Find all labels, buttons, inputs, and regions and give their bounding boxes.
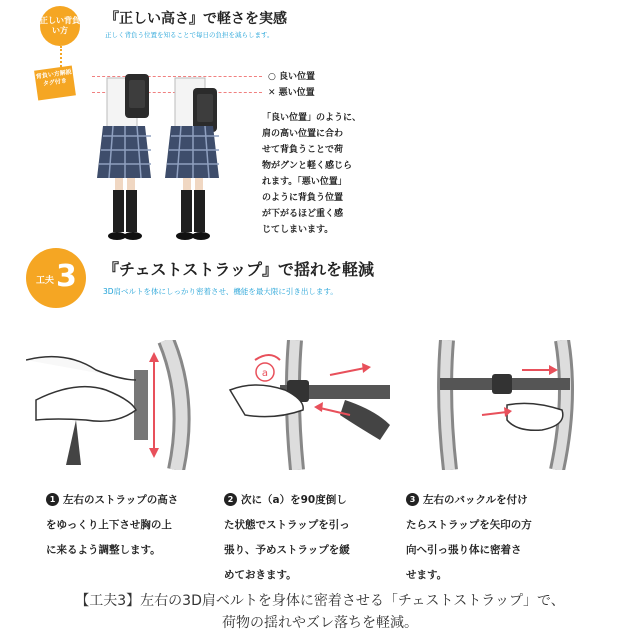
student-bad-position <box>165 78 219 240</box>
explanation-line: 物がグンと軽く感じら <box>262 161 353 171</box>
section3-title: 『チェストストラップ』で揺れを軽減 <box>103 260 375 279</box>
explanation-line: じてしまいます。 <box>262 225 334 235</box>
explanation-line: 肩の高い位置に合わ <box>262 129 344 139</box>
step2-illustration <box>225 340 408 470</box>
step-line: 左右のバックルを付け <box>423 494 528 506</box>
step-line: 次に（a）を90度倒し <box>241 494 347 506</box>
explanation-line: が下がるほど重く感 <box>262 209 344 219</box>
caption-line: 荷物の揺れやズレ落ちを軽減。 <box>222 615 418 631</box>
student-good-position <box>97 74 151 240</box>
students-illustration <box>95 70 255 248</box>
position-explanation <box>262 110 370 238</box>
step1-illustration <box>26 340 209 470</box>
step-line: をゆっくり上下させ胸の上 <box>46 519 172 531</box>
step-number: 3 <box>406 493 419 506</box>
step-line: た状態でストラップを引っ <box>224 519 350 531</box>
section3-subtitle: 3D肩ベルトを体にしっかり密着させ、機能を最大限に引き出します。 <box>103 287 338 296</box>
explanation-line: のように背負う位置 <box>262 193 344 203</box>
explanation-line: れます。「悪い位置」 <box>262 177 347 187</box>
feature-badge-label: 工夫 <box>36 276 55 286</box>
step-line: めておきます。 <box>224 569 297 581</box>
step-line: 左右のストラップの高さ <box>63 494 179 506</box>
section1-subtitle: 正しく背負う位置を知ることで毎日の負担を減らします。 <box>105 31 274 39</box>
step-number: 2 <box>224 493 237 506</box>
caption-line: 【工夫3】左右の3D肩ベルトを身体に密着させる「チェストストラップ」で、 <box>75 593 565 609</box>
tag-sticky-note <box>34 66 76 101</box>
explanation-line: せて背負うことで荷 <box>262 145 344 155</box>
feature3-badge <box>26 248 86 308</box>
step3-text <box>406 488 586 588</box>
sticky-label: 背負い方解説タグ付き <box>35 68 73 88</box>
step-line: 張り、予めストラップを緩 <box>224 544 350 556</box>
step-line: 向へ引っ張り体に密着さ <box>406 544 522 556</box>
step-line: せます。 <box>406 569 448 581</box>
correct-wearing-badge <box>40 6 80 46</box>
badge-label: 正しい背負い方 <box>40 16 80 35</box>
step-line: に来るよう調整します。 <box>46 544 161 556</box>
legend-good-position: ○ 良い位置 <box>268 72 315 82</box>
marker-a-label: a <box>261 368 269 379</box>
step3-illustration <box>412 340 595 470</box>
legend-bad-position: ✕ 悪い位置 <box>268 88 315 98</box>
step-number: 1 <box>46 493 59 506</box>
step-line: たらストラップを矢印の方 <box>406 519 532 531</box>
step1-text <box>46 488 226 563</box>
feature-badge-number: 3 <box>56 259 77 294</box>
section1-title: 『正しい高さ』で軽さを実感 <box>105 11 287 27</box>
step2-text <box>224 488 404 588</box>
image-caption <box>0 590 640 634</box>
explanation-line: 「良い位置」のように、 <box>262 113 362 123</box>
